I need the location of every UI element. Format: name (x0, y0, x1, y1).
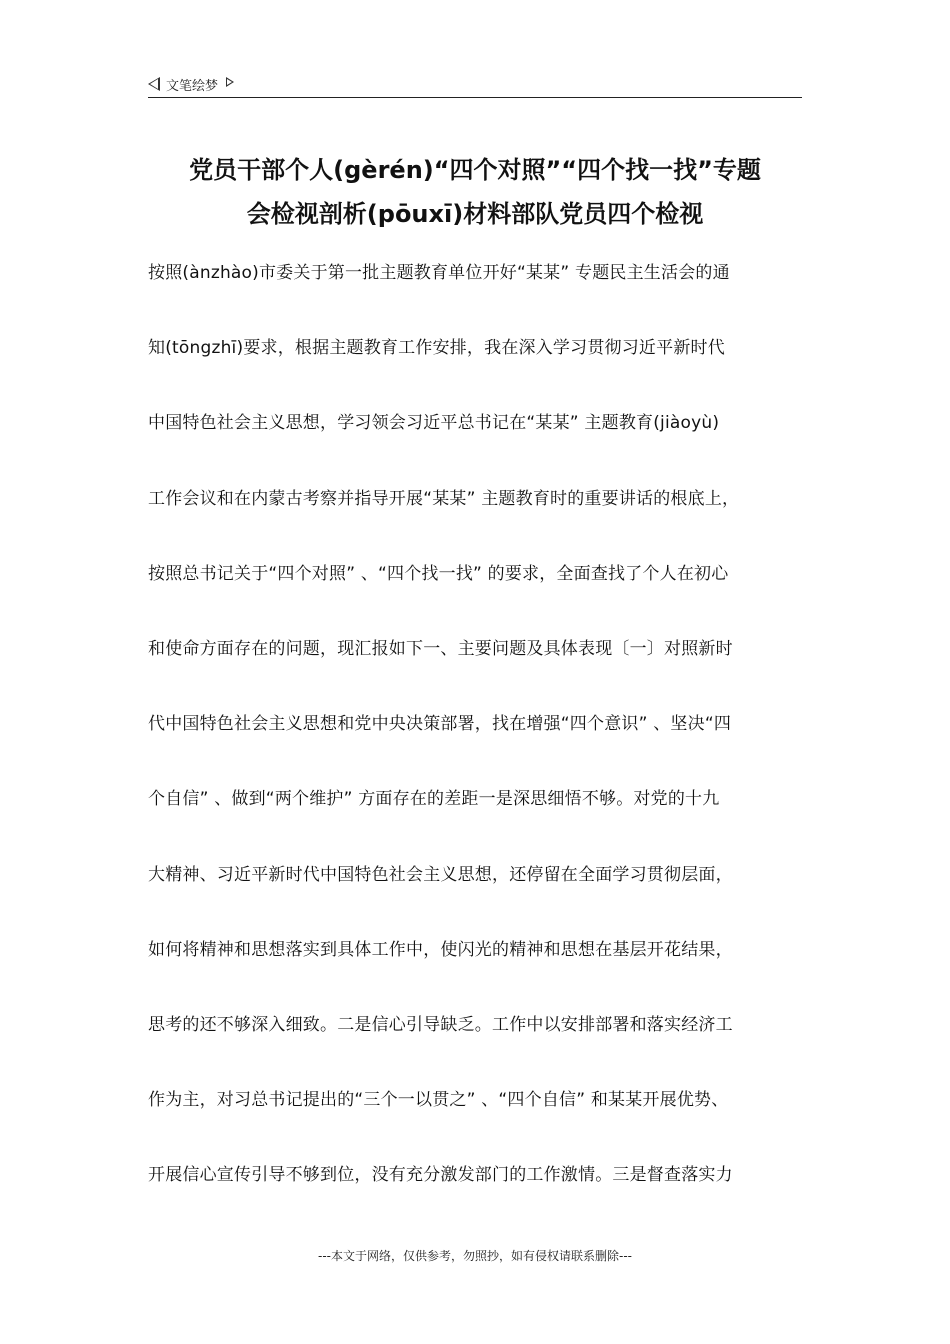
body-line: 按照总书记关于“四个对照” 、“四个找一找” 的要求，全面查找了个人在初心 (148, 563, 729, 584)
triangle-right-outline-icon (226, 77, 234, 87)
body-line: 作为主，对习总书记提出的“三个一以贯之” 、“四个自信” 和某某开展优势、 (148, 1090, 729, 1111)
page-header (148, 72, 802, 96)
body-line: 个自信” 、做到“两个维护” 方面存在的差距一是深思细悟不够。对党的十九 (148, 789, 720, 810)
header-divider (148, 97, 802, 98)
body-line: 工作会议和在内蒙古考察并指导开展“某某” 主题教育时的重要讲话的根底上， (148, 488, 740, 509)
body-line: 思考的还不够深入细致。二是信心引导缺乏。工作中以安排部署和落实经济工 (148, 1014, 733, 1035)
body-line: 大精神、习近平新时代中国特色社会主义思想，还停留在全面学习贯彻层面， (148, 864, 733, 885)
body-line: 和使命方面存在的问题，现汇报如下一、主要问题及具体表现〔一〕对照新时 (148, 638, 733, 659)
body-line: 如何将精神和思想落实到具体工作中，使闪光的精神和思想在基层开花结果， (148, 939, 733, 960)
document-body (148, 258, 808, 1235)
title-line-1: 党员干部个人(gèrén)“四个对照”“四个找一找”专题 (189, 156, 761, 184)
triangle-left-outline-icon (148, 77, 160, 91)
body-line: 知(tōngzhī)要求，根据主题教育工作安排，我在深入学习贯彻习近平新时代 (148, 338, 725, 359)
body-line: 按照(ànzhào)市委关于第一批主题教育单位开好“某某” 专题民主生活会的通 (148, 263, 730, 283)
header-label: 文笔绘梦 (166, 78, 219, 94)
document-title (130, 148, 820, 236)
body-line: 代中国特色社会主义思想和党中央决策部署，找在增强“四个意识” 、坚决“四 (148, 714, 732, 735)
body-line: 中国特色社会主义思想，学习领会习近平总书记在“某某” 主题教育(jiàoyù) (148, 413, 720, 434)
title-line-2: 会检视剖析(pōuxī)材料部队党员四个检视 (246, 200, 704, 228)
body-line: 开展信心宣传引导不够到位，没有充分激发部门的工作激情。三是督查落实力 (148, 1165, 733, 1186)
page-footer: ---本文于网络，仅供参考，勿照抄，如有侵权请联系删除--- (318, 1249, 632, 1263)
